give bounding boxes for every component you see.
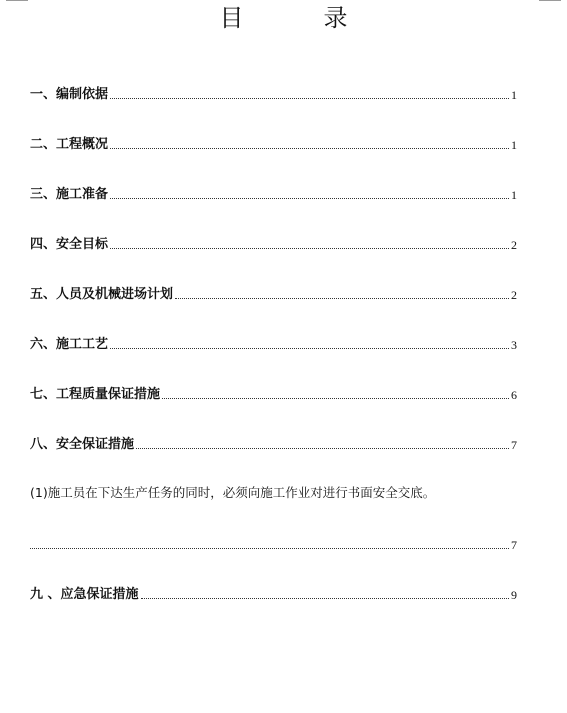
toc-page-number: 1 [511, 138, 517, 152]
toc-entry-label: 二、工程概况 [30, 137, 109, 152]
toc-entry-label: 六、施工工艺 [30, 337, 109, 352]
toc-page-number: 1 [511, 188, 517, 202]
toc-dot-leader [110, 97, 509, 99]
toc-entry-label: 八、安全保证措施 [30, 437, 135, 452]
toc-dot-leader [141, 597, 509, 599]
toc-entry-personnel-plan[interactable] [30, 284, 517, 304]
page-title: 目 录 [219, 4, 376, 32]
toc-page-number: 1 [511, 88, 517, 102]
table-of-contents [30, 84, 517, 634]
toc-subentry-leader-row[interactable] [30, 534, 517, 554]
toc-dot-leader [136, 447, 509, 449]
toc-page-number: 2 [511, 288, 517, 302]
toc-entry-quality[interactable] [30, 384, 517, 404]
toc-page-number: 7 [511, 438, 517, 452]
page-corner-mark-right [539, 0, 561, 1]
toc-entry-preparation[interactable] [30, 184, 517, 204]
toc-page-number: 7 [511, 538, 517, 552]
toc-entry-label: 五、人员及机械进场计划 [30, 287, 174, 302]
page-corner-mark-left [6, 0, 28, 1]
toc-dot-leader [110, 147, 509, 149]
toc-dot-leader [175, 297, 509, 299]
toc-entry-safety-measures[interactable] [30, 434, 517, 454]
toc-dot-leader [30, 547, 509, 549]
toc-entry-label: 一、编制依据 [30, 87, 109, 102]
toc-page-number: 3 [511, 338, 517, 352]
toc-page-number: 9 [511, 588, 517, 602]
toc-entry-label: 三、施工准备 [30, 187, 109, 202]
toc-entry-label: 四、安全目标 [30, 237, 109, 252]
toc-entry-safety-goals[interactable] [30, 234, 517, 254]
toc-entry-basis[interactable] [30, 84, 517, 104]
toc-entry-overview[interactable] [30, 134, 517, 154]
toc-entry-process[interactable] [30, 334, 517, 354]
toc-dot-leader [110, 347, 509, 349]
toc-page-number: 2 [511, 238, 517, 252]
toc-dot-leader [110, 197, 509, 199]
toc-page-number: 6 [511, 388, 517, 402]
toc-entry-label: 九 、应急保证措施 [30, 587, 139, 602]
toc-subentry-text: (1)施工员在下达生产任务的同时，必须向施工作业对进行书面安全交底。 [30, 485, 436, 500]
toc-dot-leader [110, 247, 509, 249]
toc-entry-emergency[interactable] [30, 584, 517, 604]
toc-dot-leader [162, 397, 509, 399]
toc-entry-label: 七、工程质量保证措施 [30, 387, 161, 402]
